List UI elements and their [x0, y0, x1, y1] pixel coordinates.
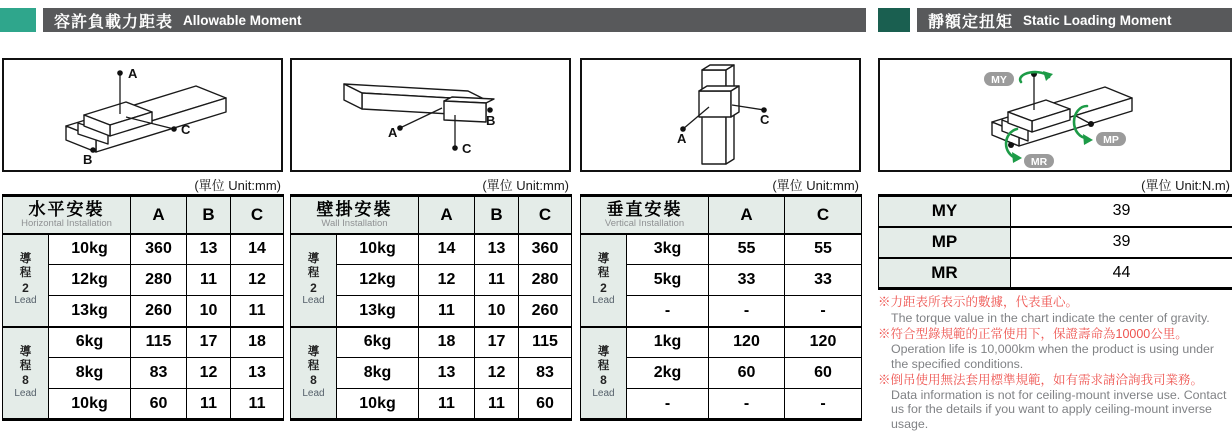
value-cell: 17: [187, 327, 231, 358]
unit-label-mm: (單位 Unit:mm): [194, 178, 281, 193]
note-ceiling-mount: [878, 373, 1232, 431]
value-cell: 18: [419, 327, 475, 358]
table-title-zh: 水平安裝: [28, 199, 105, 219]
section-accent-square: [878, 8, 910, 32]
value-cell: 12: [187, 358, 231, 389]
vertical-diagram-box: [580, 58, 861, 172]
table-row: [3, 234, 284, 265]
lead-8-cell: [3, 327, 49, 420]
section-title-en: Static Loading Moment: [1023, 12, 1172, 28]
lead-zh-1: 導: [19, 345, 32, 358]
lead-2-cell: [581, 234, 627, 327]
vertical-installation-diagram: [582, 60, 859, 170]
lead-number: 8: [310, 373, 317, 388]
table-row: [879, 258, 1232, 289]
lead-en: Lead: [302, 387, 325, 399]
lead-number: 8: [600, 373, 607, 388]
section-title-zh: 容許負載力距表: [54, 13, 174, 31]
lead-zh-2: 程: [19, 359, 32, 372]
moment-value-mr: 44: [1011, 258, 1232, 289]
lead-number: 2: [22, 280, 29, 295]
value-cell: 11: [475, 389, 519, 420]
value-cell: 260: [519, 296, 572, 327]
load-cell: 10kg: [337, 389, 419, 420]
mr-axis-dot: [1008, 142, 1014, 148]
axis-c-dot: [452, 145, 458, 151]
column-header-c: C: [785, 196, 862, 234]
value-cell: 33: [709, 265, 785, 296]
axis-b-label: B: [486, 113, 496, 128]
load-cell: 6kg: [337, 327, 419, 358]
axis-a-label: A: [128, 66, 138, 81]
lead-zh-1: 導: [19, 253, 32, 265]
value-cell: 10: [475, 296, 519, 327]
value-cell: 60: [709, 358, 785, 389]
horizontal-installation-diagram: [4, 60, 281, 170]
column-header-c: C: [519, 196, 572, 234]
lead-2-cell: [3, 234, 49, 327]
value-cell: 120: [785, 327, 862, 358]
value-cell: 13: [475, 234, 519, 265]
table-title-en: Horizontal Installation: [21, 218, 112, 230]
note-zh: ※符合型錄規範的正常使用下，保證壽命為10000公里。: [878, 326, 1188, 341]
lead-8-cell: [291, 327, 337, 420]
load-cell: 12kg: [337, 265, 419, 296]
moment-diagram-box: [878, 58, 1232, 172]
value-cell: 360: [131, 234, 187, 265]
axis-c-label: C: [760, 112, 770, 127]
axis-c-label: C: [181, 122, 191, 137]
load-cell: 10kg: [49, 389, 131, 420]
table-title-cell: [581, 196, 709, 234]
table-title-en: Vertical Installation: [604, 218, 685, 230]
static-moment-diagram: [880, 60, 1230, 170]
value-cell: -: [709, 296, 785, 327]
lead-2-cell: [291, 234, 337, 327]
value-cell: 11: [231, 296, 284, 327]
lead-en: Lead: [592, 387, 615, 399]
section-title-bar: [43, 8, 866, 32]
value-cell: 55: [785, 234, 862, 265]
value-cell: 14: [419, 234, 475, 265]
notes-block: [878, 295, 1232, 431]
note-operation-life: [878, 327, 1232, 371]
axis-a-dot: [397, 125, 403, 131]
axis-a-dot: [117, 70, 123, 76]
moment-label-mr: MR: [879, 258, 1011, 289]
value-cell: 13: [231, 358, 284, 389]
lead-en: Lead: [14, 294, 37, 306]
table-title-en: Wall Installation: [321, 218, 388, 230]
lead-zh-1: 導: [597, 253, 610, 265]
load-cell: -: [627, 389, 709, 420]
lead-number: 2: [310, 280, 317, 295]
value-cell: 260: [131, 296, 187, 327]
static-loading-moment-section-header: [878, 8, 1232, 32]
wall-installation-column: [290, 58, 571, 421]
value-cell: -: [785, 296, 862, 327]
value-cell: -: [709, 389, 785, 420]
load-cell: 8kg: [337, 358, 419, 389]
value-cell: 11: [419, 389, 475, 420]
lead-number: 8: [22, 373, 29, 388]
horizontal-diagram-box: [2, 58, 283, 172]
value-cell: 14: [231, 234, 284, 265]
note-center-of-gravity: [878, 295, 1232, 325]
allowable-moment-section-header: [0, 8, 866, 32]
unit-label-mm: (單位 Unit:mm): [772, 178, 859, 193]
lead-number: 2: [600, 280, 607, 295]
note-zh: ※力距表所表示的數據，代表重心。: [878, 295, 1079, 309]
value-cell: 55: [709, 234, 785, 265]
load-cell: 13kg: [49, 296, 131, 327]
note-en: The torque value in the chart indicate the center of gravity.: [891, 310, 1210, 325]
load-cell: 12kg: [49, 265, 131, 296]
wall-installation-diagram: [292, 60, 569, 170]
value-cell: 60: [131, 389, 187, 420]
axis-a-label: A: [677, 131, 687, 146]
lead-zh-1: 導: [307, 253, 320, 265]
load-cell: 3kg: [627, 234, 709, 265]
column-header-a: A: [131, 196, 187, 234]
table-title-zh: 壁掛安裝: [316, 199, 393, 219]
axis-c-dot: [171, 126, 177, 132]
lead-en: Lead: [14, 387, 37, 399]
value-cell: 12: [231, 265, 284, 296]
load-cell: 8kg: [49, 358, 131, 389]
value-cell: 83: [519, 358, 572, 389]
value-cell: 18: [231, 327, 284, 358]
value-cell: 12: [475, 358, 519, 389]
value-cell: 360: [519, 234, 572, 265]
table-row: [291, 327, 572, 358]
moment-value-my: 39: [1011, 196, 1232, 227]
moment-label-my: MY: [879, 196, 1011, 227]
column-header-b: B: [187, 196, 231, 234]
value-cell: 11: [419, 296, 475, 327]
column-header-b: B: [475, 196, 519, 234]
table-row: [581, 234, 862, 265]
vertical-installation-table: [580, 194, 862, 421]
load-cell: 1kg: [627, 327, 709, 358]
load-cell: 6kg: [49, 327, 131, 358]
lead-zh-2: 程: [19, 266, 32, 279]
value-cell: 83: [131, 358, 187, 389]
load-cell: -: [627, 296, 709, 327]
table-row: [581, 327, 862, 358]
mr-label: MR: [1030, 156, 1048, 168]
wall-installation-table: [290, 194, 572, 421]
section-title-en: Allowable Moment: [183, 12, 302, 28]
lead-zh-2: 程: [597, 359, 610, 372]
section-accent-square: [0, 8, 36, 32]
lead-zh-1: 導: [307, 345, 320, 358]
value-cell: 13: [187, 234, 231, 265]
rail-drawing: [699, 65, 739, 164]
my-label: MY: [991, 74, 1007, 86]
load-cell: 13kg: [337, 296, 419, 327]
note-zh: ※倒吊使用無法套用標準規範，如有需求請洽詢我司業務。: [878, 372, 1204, 387]
value-cell: 11: [231, 389, 284, 420]
moment-label-mp: MP: [879, 227, 1011, 258]
lead-zh-2: 程: [307, 359, 320, 372]
lead-zh-1: 導: [597, 345, 610, 358]
axis-a-label: A: [388, 125, 398, 140]
lead-zh-2: 程: [597, 266, 610, 279]
value-cell: 60: [785, 358, 862, 389]
load-cell: 10kg: [337, 234, 419, 265]
static-loading-table: [878, 194, 1232, 290]
lead-en: Lead: [592, 294, 615, 306]
value-cell: 60: [519, 389, 572, 420]
column-header-a: A: [419, 196, 475, 234]
note-en: Operation life is 10,000km when the product is using under the specified conditions.: [891, 342, 1215, 371]
moment-value-mp: 39: [1011, 227, 1232, 258]
section-title-bar: [917, 8, 1232, 32]
value-cell: 280: [519, 265, 572, 296]
lead-8-cell: [581, 327, 627, 420]
rail-drawing: [344, 84, 494, 122]
value-cell: 13: [419, 358, 475, 389]
note-en: Data information is not for ceiling-mount inverse use. Contact us for the details if you want to apply ceiling-mount inverse usage.: [891, 388, 1227, 431]
column-header-a: A: [709, 196, 785, 234]
axis-c-label: C: [462, 141, 472, 156]
table-row: [879, 196, 1232, 227]
value-cell: 11: [475, 265, 519, 296]
value-cell: 280: [131, 265, 187, 296]
axis-b-label: B: [83, 152, 93, 167]
value-cell: 115: [519, 327, 572, 358]
axis-b-dot: [487, 107, 493, 113]
section-title-zh: 靜額定扭矩: [928, 13, 1014, 31]
value-cell: 115: [131, 327, 187, 358]
value-cell: 10: [187, 296, 231, 327]
vertical-installation-column: [580, 58, 861, 421]
value-cell: 120: [709, 327, 785, 358]
table-title-zh: 垂直安裝: [606, 199, 683, 219]
table-row: [291, 234, 572, 265]
mp-label: MP: [1103, 134, 1119, 146]
wall-diagram-box: [290, 58, 571, 172]
mp-axis-dot: [1088, 121, 1094, 127]
value-cell: 12: [419, 265, 475, 296]
rail-drawing: [66, 86, 226, 152]
static-loading-moment-column: [878, 58, 1232, 431]
horizontal-installation-table: [2, 194, 284, 421]
column-header-c: C: [231, 196, 284, 234]
value-cell: 17: [475, 327, 519, 358]
lead-en: Lead: [302, 294, 325, 306]
value-cell: 11: [187, 265, 231, 296]
table-title-cell: [3, 196, 131, 234]
load-cell: 5kg: [627, 265, 709, 296]
load-cell: 2kg: [627, 358, 709, 389]
table-row: [879, 227, 1232, 258]
unit-label-nm: (單位 Unit:N.m): [1141, 178, 1230, 193]
value-cell: 33: [785, 265, 862, 296]
horizontal-installation-column: [2, 58, 283, 421]
table-title-cell: [291, 196, 419, 234]
lead-zh-2: 程: [307, 266, 320, 279]
unit-label-mm: (單位 Unit:mm): [482, 178, 569, 193]
value-cell: 11: [187, 389, 231, 420]
value-cell: -: [785, 389, 862, 420]
load-cell: 10kg: [49, 234, 131, 265]
table-row: [3, 327, 284, 358]
